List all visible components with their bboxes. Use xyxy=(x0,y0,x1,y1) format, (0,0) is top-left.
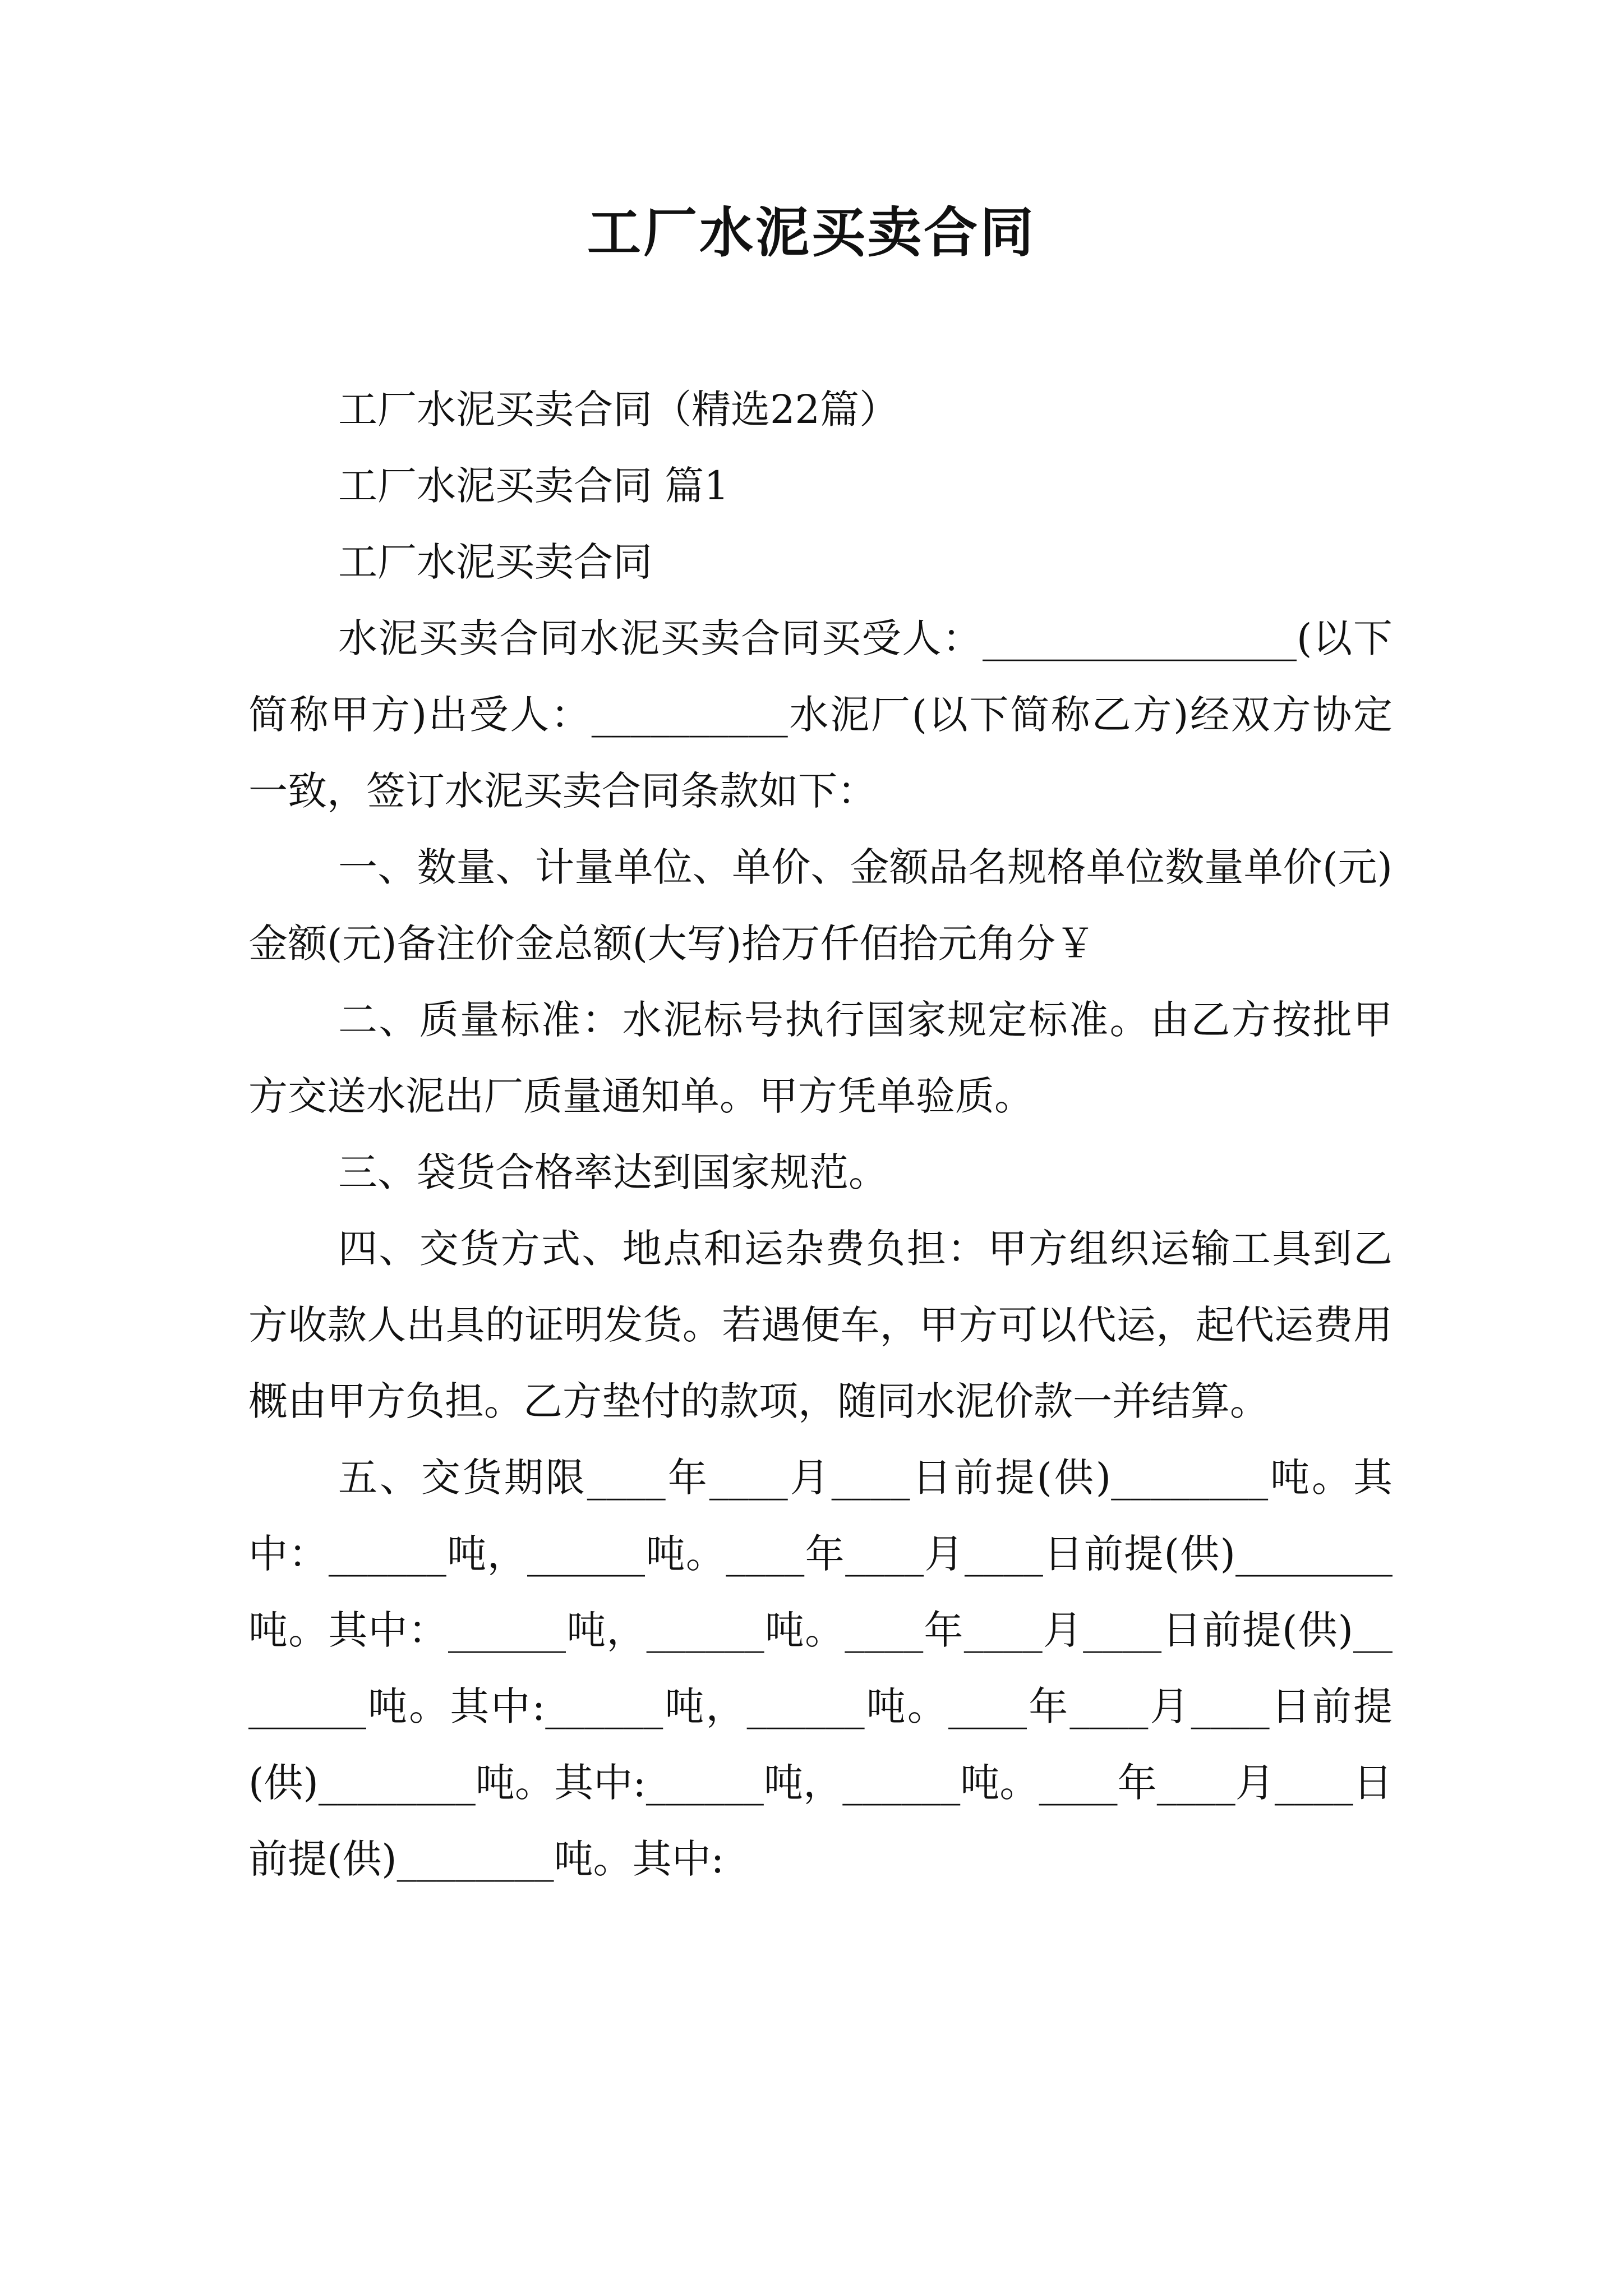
paragraph-delivery-schedule: 五、交货期限____年____月____日前提(供)________吨。其中：______吨，______吨。____年____月____日前提(供)________吨。其中：______吨，______吨。____年____月____日前提(供)________吨。其中:______吨，______吨。____年____月____日前提(供)________吨。其中:______吨，______吨。____年____月____日前提(供)________吨。其中: xyxy=(248,1455,1393,1882)
document-body xyxy=(248,371,1393,1897)
paragraph-quality-standard: 二、质量标准：水泥标号执行国家规定标准。由乙方按批甲方交送水泥出厂质量通知单。甲方凭单验质。 xyxy=(248,997,1393,1119)
document-subtitle: 工厂水泥买卖合同（精选22篇） xyxy=(338,386,899,432)
paragraph-delivery-method: 四、交货方式、地点和运杂费负担：甲方组织运输工具到乙方收款人出具的证明发货。若遇便车，甲方可以代运，起代运费用概由甲方负担。乙方垫付的款项，随同水泥价款一并结算。 xyxy=(248,1226,1393,1424)
contract-name: 工厂水泥买卖合同 xyxy=(338,539,652,585)
paragraph-bag-rate: 三、袋货合格率达到国家规范。 xyxy=(338,1149,888,1195)
paragraph-parties: 水泥买卖合同水泥买卖合同买受人：________________(以下简称甲方)出受人：__________水泥厂(以下简称乙方)经双方协定一致，签订水泥买卖合同条款如下： xyxy=(248,615,1393,814)
section-heading: 工厂水泥买卖合同 篇1 xyxy=(338,463,729,509)
document-title: 工厂水泥买卖合同 xyxy=(587,201,1036,264)
paragraph-quantity-price: 一、数量、计量单位、单价、金额品名规格单位数量单价(元)金额(元)备注价金总额(大写)拾万仟佰拾元角分￥ xyxy=(248,844,1393,967)
